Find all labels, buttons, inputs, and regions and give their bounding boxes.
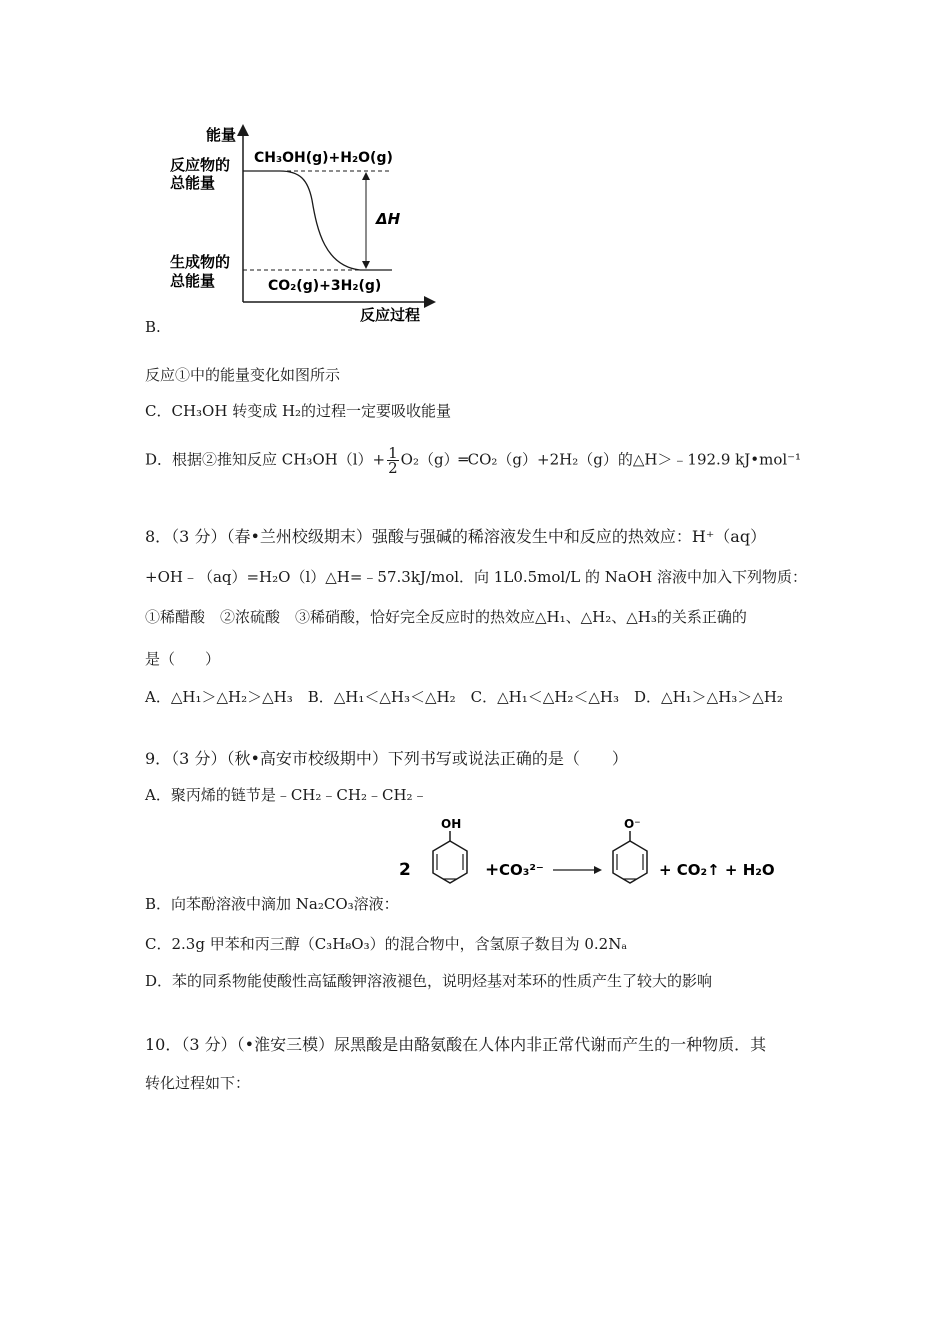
- q9-option-d: D．苯的同系物能使酸性高锰酸钾溶液褪色，说明烃基对苯环的性质产生了较大的影响: [145, 972, 713, 990]
- q9-stem: 9．（3 分）（秋•高安市校级期中）下列书写或说法正确的是（ ）: [145, 749, 628, 768]
- q7-option-c: C．CH₃OH 转变成 H₂的过程一定要吸收能量: [145, 402, 452, 420]
- plus-sign: +: [485, 860, 500, 880]
- q7-d-suffix: O₂（g）═CO₂（g）+2H₂（g）的△H＞﹣192.9 kJ•mol⁻¹: [400, 450, 802, 469]
- q8-options: A．△H₁＞△H₂＞△H₃ B．△H₁＜△H₃＜△H₂ C．△H₁＜△H₂＜△H₃ D．△H₁＞△H₃＞△H₂: [145, 688, 783, 706]
- delta-h-label: ΔH: [376, 210, 401, 228]
- product-label-2: 总能量: [170, 272, 216, 290]
- o-minus-label: O⁻: [624, 817, 641, 831]
- coefficient-2: 2: [399, 860, 411, 880]
- q8-line-3: ①稀醋酸 ②浓硫酸 ③稀硝酸，恰好完全反应时的热效应△H₁、△H₂、△H₃的关系正确的: [145, 608, 747, 626]
- q8-line-4: 是（ ）: [145, 650, 221, 668]
- q10-line-2: 转化过程如下：: [145, 1074, 251, 1092]
- fraction-numerator: 1: [388, 444, 398, 462]
- oh-label: OH: [441, 817, 462, 831]
- phenol-reaction-equation: [395, 815, 795, 895]
- q10-line-1: 10．（3 分）（•淮安三模）尿黑酸是由酪氨酸在人体内非正常代谢而产生的一种物质．其: [145, 1035, 767, 1054]
- product-label-1: 生成物的: [170, 253, 231, 271]
- q8-line-1: 8．（3 分）（春•兰州校级期末）强酸与强碱的稀溶液发生中和反应的热效应：H⁺（aq）: [145, 527, 767, 546]
- carbonate-label: CO₃²⁻: [499, 861, 544, 879]
- q9-option-a: A．聚丙烯的链节是﹣CH₂﹣CH₂﹣CH₂﹣: [145, 786, 428, 804]
- phenol-ring: [433, 831, 467, 883]
- energy-curve: [280, 171, 360, 270]
- x-axis-label: 反应过程: [360, 306, 421, 324]
- products-label: + CO₂↑ + H₂O: [659, 861, 775, 879]
- q9-option-c: C．2.3g 甲苯和丙三醇（C₃H₈O₃）的混合物中，含氢原子数目为 0.2Nₐ: [145, 935, 628, 953]
- q7-d-prefix: D．根据②推知反应 CH₃OH（l）+: [145, 450, 386, 469]
- q9-option-b: B．向苯酚溶液中滴加 Na₂CO₃溶液：: [145, 895, 399, 913]
- reactant-label-2: 总能量: [170, 174, 216, 192]
- energy-diagram: [160, 120, 450, 325]
- one-half-fraction: [387, 446, 399, 475]
- bottom-species-label: CO₂(g)+3H₂(g): [268, 278, 382, 294]
- reactant-label-1: 反应物的: [170, 156, 231, 174]
- fraction-denominator: 2: [388, 459, 398, 477]
- q7-option-b-text: 反应①中的能量变化如图所示: [145, 366, 341, 384]
- y-axis-label: 能量: [206, 126, 237, 144]
- q7-option-b-label: B.: [145, 318, 161, 336]
- top-species-label: CH₃OH(g)+H₂O(g): [254, 150, 393, 166]
- q7-option-d: [145, 446, 801, 475]
- phenoxide-ring: [613, 831, 647, 883]
- q8-line-2: +OH﹣（aq）=H₂O（l）△H=﹣57.3kJ/mol．向 1L0.5mol/L 的 NaOH 溶液中加入下列物质：: [145, 568, 807, 586]
